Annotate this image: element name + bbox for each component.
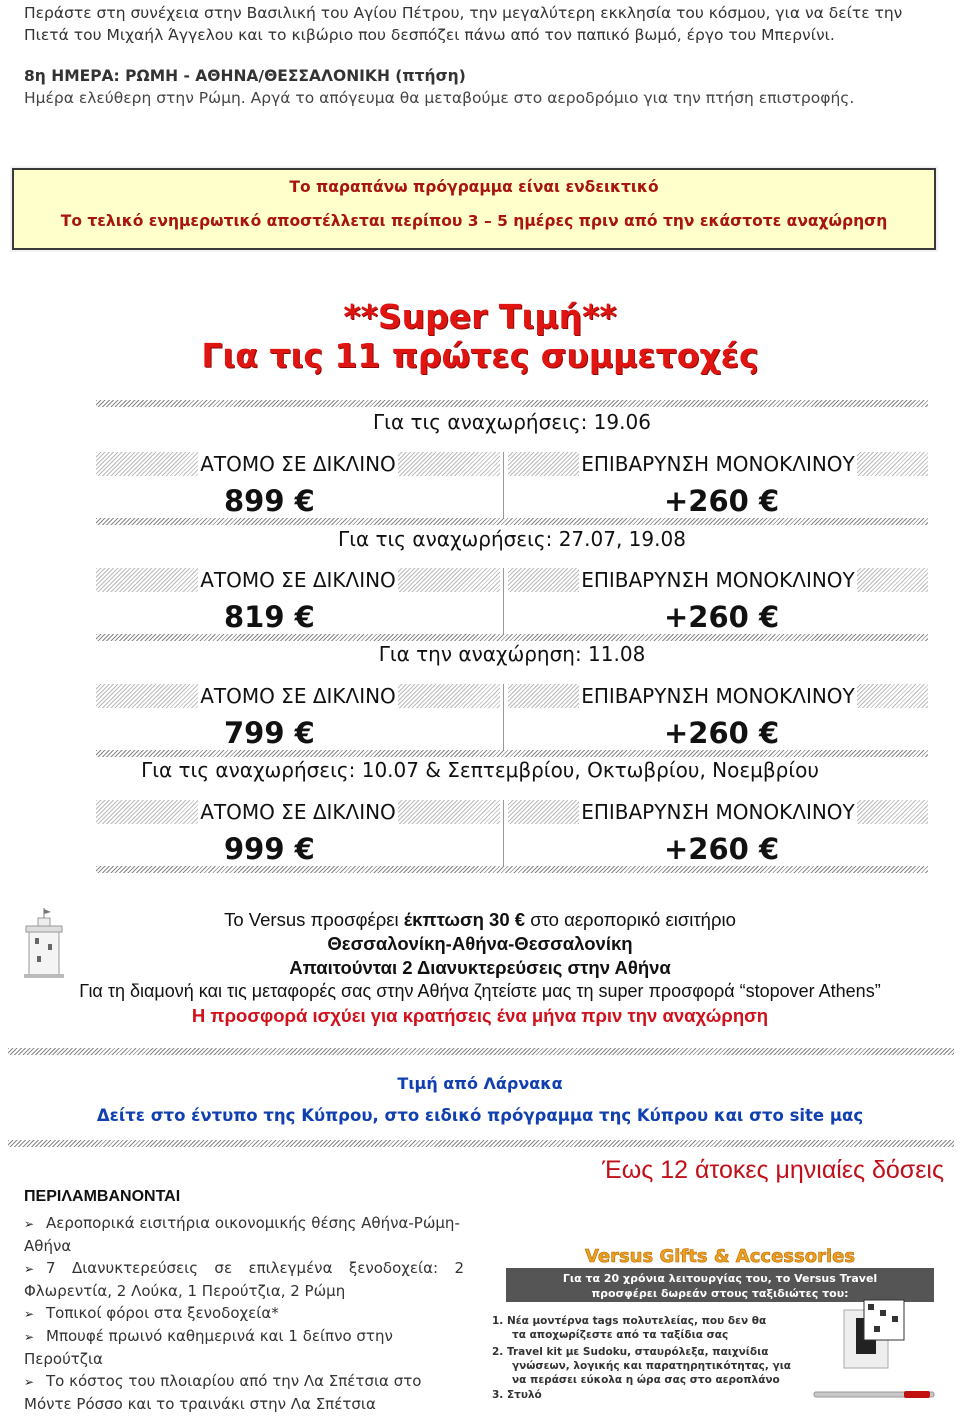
list-item: ➢ Τοπικοί φόροι στα ξενοδοχεία* [24,1302,464,1325]
price-single: +260 € [664,484,780,518]
gifts-title: Versus Gifts & Accessories [584,1246,856,1267]
header-single: ΕΠΙΒΑΡΥΝΣΗ ΜΟΝΟΚΛΙΝΟΥ [508,452,928,476]
divider-hatch [8,1048,954,1055]
departure-label: Για τις αναχωρήσεις: 19.06 [373,410,651,434]
list-item: ➢ Αεροπορικά εισιτήρια οικονομικής θέσης Αθήνα-Ρώμη-Αθήνα [24,1214,460,1255]
arrow-bullet-icon: ➢ [24,1307,35,1321]
sudoku-icon [864,1300,904,1340]
notice-line1: Το παραπάνω πρόγραμμα είναι ενδεικτικό [289,178,659,196]
promo-stopover: Για τη διαμονή και τις μεταφορές σας στην Αθήνα ζητείστε μας τη super προσφορά “stopover Athens” [79,981,881,1001]
header-double: ΑΤΟΜΟ ΣΕ ΔΙΚΛΙΝΟ [96,568,500,592]
divider-hatch [96,518,928,525]
arrow-bullet-icon: ➢ [24,1330,35,1344]
column-divider [503,568,504,640]
larnaca-info: Δείτε στο έντυπο της Κύπρου, στο ειδικό πρόγραμμα της Κύπρου και στο site μας [96,1106,864,1125]
header-single: ΕΠΙΒΑΡΥΝΣΗ ΜΟΝΟΚΛΙΝΟΥ [508,568,928,592]
gift-item-2c: να περάσει εύκολα η ώρα σας στο αεροπλάνο [512,1374,780,1386]
larnaca-title: Τιμή από Λάρνακα [397,1074,563,1093]
gift-item-2a: 2. Travel kit με Sudoku, σταυρόλεξα, παιχνίδια [492,1346,769,1358]
gift-item-3: 3. Στυλό [492,1389,542,1401]
pen-icon [814,1391,934,1398]
installments-text: Έως 12 άτοκες μηνιαίες δόσεις [602,1156,944,1184]
price-single: +260 € [664,600,780,634]
departure-label: Για τις αναχωρήσεις: 10.07 & Σεπτεμβρίου, Οκτωβρίου, Νοεμβρίου [141,758,819,782]
super-price-title: **Super Τιμή** [343,297,617,336]
departure-label: Για την αναχώρηση: 11.08 [378,642,646,666]
header-double: ΑΤΟΜΟ ΣΕ ΔΙΚΛΙΝΟ [96,452,500,476]
price-double: 819 € [224,600,315,634]
notice-line2: Το τελικό ενημερωτικό αποστέλλεται περίπου 3 – 5 ημέρες πριν από την εκάστοτε αναχώρηση [60,212,888,230]
price-double: 999 € [224,832,315,866]
arrow-bullet-icon: ➢ [24,1262,35,1276]
header-single: ΕΠΙΒΑΡΥΝΣΗ ΜΟΝΟΚΛΙΝΟΥ [508,684,928,708]
column-divider [503,800,504,872]
promo-validity: Η προσφορά ισχύει για κρατήσεις ένα μήνα πριν την αναχώρηση [191,1005,769,1026]
includes-list [24,1212,464,1415]
header-double: ΑΤΟΜΟ ΣΕ ΔΙΚΛΙΝΟ [96,800,500,824]
gifts-subtitle2: προσφέρει δωρεάν στους ταξιδιώτες του: [591,1287,849,1300]
departure-label: Για τις αναχωρήσεις: 27.07, 19.08 [338,527,686,551]
notice-box [12,168,936,250]
divider-hatch [96,400,928,407]
divider-hatch [8,1140,954,1147]
gift-item-2b: γνώσεων, λογικής και παρατηρητικότητας, για [512,1360,792,1372]
includes-title: ΠΕΡΙΛΑΜΒΑΝΟΝΤΑΙ [24,1188,181,1205]
list-item: ➢ Μπουφέ πρωινό καθημερινά και 1 δείπνο στην Περούτζια [24,1327,393,1368]
header-single: ΕΠΙΒΑΡΥΝΣΗ ΜΟΝΟΚΛΙΝΟΥ [508,800,928,824]
column-divider [503,684,504,756]
price-double: 799 € [224,716,315,750]
day8-title: 8η ΗΜΕΡΑ: ΡΩΜΗ - ΑΘΗΝΑ/ΘΕΣΣΑΛΟΝΙΚΗ (πτήση) [24,67,466,85]
super-price-subtitle: Για τις 11 πρώτες συμμετοχές [201,336,759,375]
list-item: ➢ Το κόστος του πλοιαρίου από την Λα Σπέτσια στο Μόντε Ρόσσο και το τραινάκι στην Λα Σπέτσια [24,1372,422,1413]
header-double: ΑΤΟΜΟ ΣΕ ΔΙΚΛΙΝΟ [96,684,500,708]
promo-requirement: Απαιτούνται 2 Διανυκτερεύσεις στην Αθήνα [289,957,671,978]
intro-paragraph: Περάστε στη συνέχεια στην Βασιλική του Αγίου Πέτρου, την μεγαλύτερη εκκλησία του κόσμου, για να δείτε την Πιετά του Μιχαήλ Άγγελου και το κιβώριο που δεσπόζει πάνω από τον παπικό βωμό, έργο του Μπερνίνι. [24,4,903,44]
arrow-bullet-icon: ➢ [24,1375,35,1389]
divider-hatch [96,634,928,641]
price-single: +260 € [664,716,780,750]
gifts-subtitle1: Για τα 20 χρόνια λειτουργίας του, το Versus Travel [562,1272,878,1285]
gifts-banner [484,1240,950,1418]
promo-line1: Το Versus προσφέρει έκπτωση 30 € στο αεροπορικό εισιτήριο [224,909,736,930]
promo-route: Θεσσαλονίκη-Αθήνα-Θεσσαλονίκη [327,933,633,954]
arrow-bullet-icon: ➢ [24,1217,35,1231]
price-single: +260 € [664,832,780,866]
divider-hatch [96,866,928,873]
gift-item-1a: 1. Νέα μοντέρνα tags πολυτελείας, που δεν θα [492,1315,767,1327]
column-divider [503,452,504,524]
price-double: 899 € [224,484,315,518]
list-item: ➢ 7 Διανυκτερεύσεις σε επιλεγμένα ξενοδοχεία: 2 Φλωρεντία, 2 Λούκα, 1 Περούτζια, 2 Ρώμη [24,1259,464,1300]
gift-item-1b: τα αποχωρίζεστε από τα ταξίδια σας [512,1329,729,1341]
divider-hatch [96,750,928,757]
day8-text: Ημέρα ελεύθερη στην Ρώμη. Αργά το απόγευμα θα μεταβούμε στο αεροδρόμιο για την πτήση επιστροφής. [24,89,855,107]
